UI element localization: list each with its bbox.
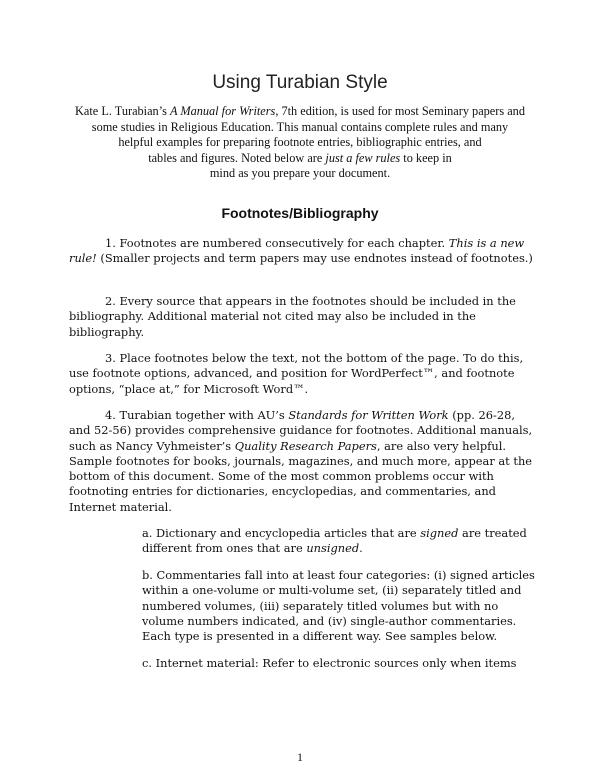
sub-paragraph-a [142, 526, 539, 557]
book-title: Standards for Written Work [288, 408, 449, 422]
rule-paragraph-2 [69, 294, 539, 340]
rule-text: (pp. 26-28, and 52-56) provides comprehensive guidance for footnotes. Additional manuals, such as Nancy Vyhmeister’s [69, 408, 533, 453]
rule-paragraph-3 [69, 351, 539, 397]
page-number: 1 [297, 750, 303, 764]
rule-text: are treated different from ones that are [142, 526, 527, 556]
emphasis-text: This is a new rule! [69, 236, 525, 266]
intro-text: some studies in Religious Education. This manual contains complete rules and many [91, 119, 509, 134]
rule-paragraph-1 [69, 236, 539, 267]
rule-text: 3. Place footnotes below the text, not the bottom of the page. To do this, use footnote options, advanced, and position for WordPerfect™, and footnote options, “place at,” for Microsoft Word™. [69, 351, 524, 396]
rule-text: b. Commentaries fall into at least four categories: (i) signed articles within a one-volume or multi-volume set, (ii) separately titled and numbered volumes, (iii) separately titled volumes but with no volume numbers indicated, and (iv) single-author commentaries. Each type is presented in a different way. See samples below. [142, 568, 535, 644]
emphasis-text: just a few rules [325, 150, 401, 165]
intro-text: helpful examples for preparing footnote entries, bibliographic entries, and [118, 135, 482, 150]
rule-text: 2. Every source that appears in the footnotes should be included in the bibliography. Additional material not cited may also be included in the bibliography. [69, 294, 516, 339]
rule-text: c. Internet material: Refer to electronic sources only when items [142, 656, 517, 670]
intro-paragraph [70, 104, 530, 182]
intro-text: tables and figures. Noted below are [148, 150, 326, 165]
rule-text: a. Dictionary and encyclopedia articles that are [142, 526, 421, 540]
book-title: A Manual for Writers [169, 104, 276, 118]
book-title: Quality Research Papers [234, 438, 377, 453]
intro-text: to keep in [400, 150, 452, 165]
rule-paragraph-4 [69, 408, 539, 515]
rule-text: (Smaller projects and term papers may use endnotes instead of footnotes.) [96, 251, 533, 266]
rule-text: 4. Turabian together with AU’s [105, 408, 289, 422]
sub-paragraph-b [142, 568, 539, 644]
emphasis-text: signed [420, 526, 459, 540]
intro-text: , 7th edition, is used for most Seminary papers and [275, 104, 525, 118]
sub-paragraph-c [142, 656, 539, 671]
page-title: Using Turabian Style [212, 72, 388, 93]
emphasis-text: unsigned [306, 541, 360, 556]
intro-text: mind as you prepare your document. [209, 166, 391, 181]
rule-text: , are also very helpful. Sample footnotes for books, journals, magazines, and much more, appear at the bottom of this document. Some of the most common problems occur with footnoting entries for dictionaries, encyclopedias, and commentaries, and Internet material. [69, 438, 533, 514]
section-heading: Footnotes/Bibliography [221, 205, 379, 221]
rule-text: 1. Footnotes are numbered consecutively for each chapter. [105, 236, 449, 250]
intro-text: Kate L. Turabian’s [75, 104, 170, 118]
rule-text: . [359, 541, 363, 556]
